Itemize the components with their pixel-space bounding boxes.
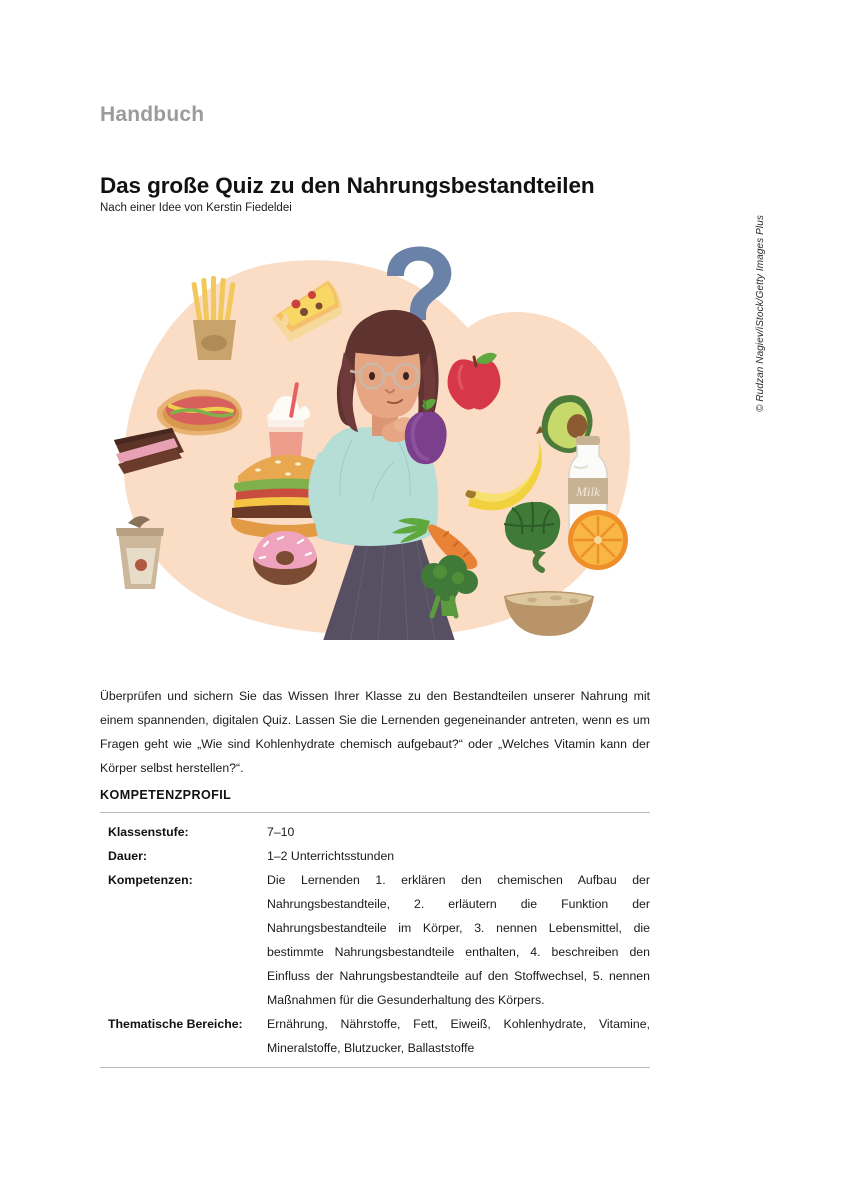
food-item-donut bbox=[253, 531, 317, 585]
competence-profile-heading: KOMPETENZPROFIL bbox=[100, 788, 232, 802]
table-row bbox=[100, 1012, 650, 1060]
row-value: Die Lernenden 1. erklären den chemischen Aufbau der Nahrungsbestandteile, 2. erläutern die Funktion der Nahrungsbestandteile im Körper, 3. nennen Lebensmittel, die bestimmte Nahrungsbestandteile enthalten, 4. beschreiben den Einfluss der Nahrungsbestandteile auf den Stoffwechsel, 5. nennen Maßnahmen für die Gesunderhaltung des Körpers. bbox=[267, 873, 650, 1007]
intro-paragraph: Überprüfen und sichern Sie das Wissen Ihrer Klasse zu den Bestandteilen unserer Nahrung mit einem spannenden, digitalen Quiz. Lassen Sie die Lernenden gegeneinander antreten, wenn es um Fragen geht wie „Wie sind Kohlenhydrate chemisch aufgebaut?“ oder „Welches Vitamin kann der Körper selbst herstellen?“. bbox=[100, 689, 650, 776]
row-label: Dauer: bbox=[108, 849, 147, 863]
row-value: 1–2 Unterrichtsstunden bbox=[267, 849, 395, 863]
food-item-orange-slice bbox=[568, 510, 628, 570]
row-label: Thematische Bereiche: bbox=[108, 1017, 243, 1031]
document-kicker: Handbuch bbox=[100, 103, 205, 126]
image-credit: © Rudzan Nagiev/iStock/Getty Images Plus bbox=[755, 214, 766, 412]
table-row bbox=[100, 868, 650, 1012]
hero-illustration bbox=[100, 240, 650, 640]
row-value: Ernährung, Nährstoffe, Fett, Eiweiß, Kohlenhydrate, Vitamine, Mineralstoffe, Blutzucker, Ballaststoffe bbox=[267, 1017, 650, 1055]
row-label: Klassenstufe: bbox=[108, 825, 189, 839]
table-row bbox=[100, 820, 650, 844]
table-row bbox=[100, 844, 650, 868]
milk-label: Milk bbox=[576, 484, 600, 499]
document-byline: Nach einer Idee von Kerstin Fiedeldei bbox=[100, 202, 292, 214]
row-value: 7–10 bbox=[267, 825, 295, 839]
row-label: Kompetenzen: bbox=[108, 873, 193, 887]
competence-profile-table bbox=[100, 812, 650, 1068]
page-title: Das große Quiz zu den Nahrungsbestandteilen bbox=[100, 173, 595, 199]
food-item-bowl bbox=[504, 591, 594, 636]
